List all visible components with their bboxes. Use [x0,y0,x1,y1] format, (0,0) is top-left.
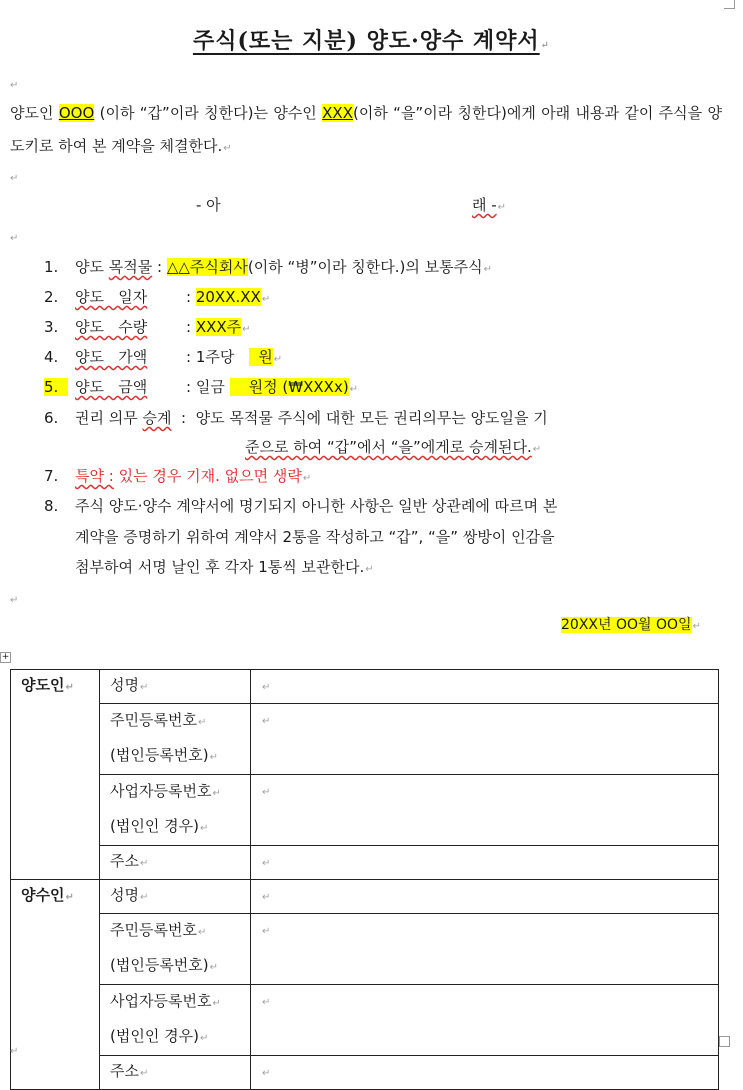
buyer-regno-label: 주민등록번호↵ (법인등록번호)↵ [100,914,251,985]
buyer-address-input[interactable]: ↵ [251,1056,719,1090]
seller-bizno-label: 사업자등록번호↵ (법인인 경우)↵ [100,775,251,846]
list-item-8: 8. 주식 양도·양수 계약서에 명기되지 아니한 사항은 일반 상관례에 따르며 본 [44,497,558,515]
seller-regno-label: 주민등록번호↵ (법인등록번호)↵ [100,704,251,775]
buyer-address-label: 주소↵ [100,1056,251,1090]
intro-paragraph: 양도인 OOO (이하 “갑”이라 칭한다)는 양수인 XXX(이하 “을”이라 칭한다)에게 아래 내용과 같이 주식을 양도키로 하여 본 계약을 체결한다.↵ [10,104,722,155]
section-heading-right: 래 -↵ [472,196,507,214]
seller-name-label: 성명↵ [100,670,251,704]
section-heading-left: - 아 [196,196,221,214]
seller-name: OOO [58,104,95,122]
list-item-2: 2. 양도 일자 : 20XX.XX↵ [44,288,271,306]
seller-address-label: 주소↵ [100,846,251,880]
paragraph-mark: ↵ [10,233,19,244]
paragraph-mark: ↵ [10,595,19,606]
page-corner-mark [724,0,735,9]
paragraph-mark: ↵ [10,173,19,184]
seller-role-cell: 양도인↵ [11,670,100,880]
parties-table [10,669,719,1090]
table-resize-handle[interactable] [719,1036,730,1047]
paragraph-mark: ↵ [10,1046,19,1057]
list-item-8-cont-1: 계약을 증명하기 위하여 계약서 2통을 작성하고 “갑”, “을” 쌍방이 인감을 [75,528,555,546]
list-item-8-cont-2: 첨부하여 서명 날인 후 각자 1통씩 보관한다.↵ [75,558,374,576]
document-title: 주식(또는 지분) 양도·양수 계약서↵ [192,28,551,54]
seller-name-input[interactable]: ↵ [251,670,719,704]
seller-bizno-input[interactable]: ↵ [251,775,719,846]
list-item-4: 4. 양도 가액 : 1주당 원↵ [44,348,283,366]
buyer-name: XXX [322,104,353,122]
list-item-3: 3. 양도 수량 : XXX주↵ [44,318,251,336]
buyer-bizno-input[interactable]: ↵ [251,985,719,1056]
paragraph-mark: ↵ [10,80,19,91]
list-item-1: 1. 양도 목적물 : △△주식회사(이하 “병”이라 칭한다.)의 보통주식↵ [44,258,492,276]
seller-address-input[interactable]: ↵ [251,846,719,880]
buyer-bizno-label: 사업자등록번호↵ (법인인 경우)↵ [100,985,251,1056]
list-item-6: 6. 권리 의무 승계 : 양도 목적물 주식에 대한 모든 권리의무는 양도일을 기 [44,409,548,427]
list-item-7: 7. 특약 : 있는 경우 기재. 없으면 생략↵ [44,467,312,485]
buyer-regno-input[interactable]: ↵ [251,914,719,985]
buyer-name-label: 성명↵ [100,880,251,914]
contract-date: 20XX년 OO월 OO일↵ [561,617,701,633]
list-item-6-cont: 준으로 하여 “갑”에서 “을”에게로 승계된다.↵ [245,438,542,456]
table-move-handle[interactable]: + [1,652,10,662]
buyer-name-input[interactable]: ↵ [251,880,719,914]
buyer-role-cell: 양수인↵ [11,880,100,1090]
seller-regno-input[interactable]: ↵ [251,704,719,775]
list-item-5: 5. 양도 금액 : 일금 원정 (₩XXXx)↵ [44,378,359,396]
